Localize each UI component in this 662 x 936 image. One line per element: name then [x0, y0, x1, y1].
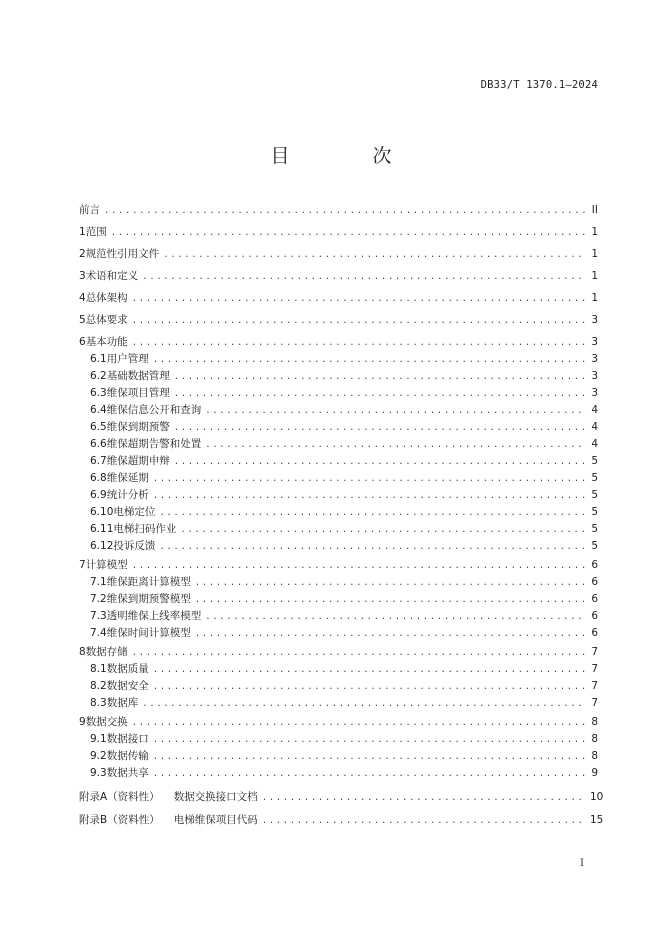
- dot-leader: [163, 248, 586, 262]
- toc-entry-label: 电梯维保项目代码: [173, 814, 258, 826]
- toc-entry[interactable]: [79, 247, 598, 261]
- toc-entry-page: 3: [591, 387, 598, 399]
- dot-leader: [174, 370, 586, 384]
- toc-entry-page: 3: [591, 353, 598, 365]
- toc-entry-number: 6.4: [90, 404, 107, 416]
- toc-entry-page: 6: [591, 559, 598, 571]
- toc-entry-label: 维保信息公开和查询: [106, 404, 202, 416]
- toc-entry-number: 6: [79, 336, 86, 348]
- dot-leader: [205, 438, 586, 452]
- toc-entry[interactable]: [79, 203, 598, 217]
- toc-entry-number: 6.7: [90, 455, 107, 467]
- toc-entry[interactable]: [79, 225, 598, 239]
- toc-entry-label: 基础数据管理: [106, 370, 170, 382]
- toc-entry-number: 7: [79, 559, 86, 571]
- dot-leader: [262, 814, 586, 828]
- dot-leader: [159, 506, 586, 520]
- toc-entry-page: 1: [591, 292, 598, 304]
- toc-entry-label: 数据交换: [85, 716, 128, 728]
- toc-entry-page: 9: [591, 767, 598, 779]
- toc-subentry[interactable]: [90, 352, 598, 366]
- toc-entry-page: 6: [591, 593, 598, 605]
- dot-leader: [132, 646, 586, 660]
- dot-leader: [195, 627, 586, 641]
- dot-leader: [132, 336, 586, 350]
- toc-entry-page: 5: [591, 472, 598, 484]
- dot-leader: [132, 716, 586, 730]
- toc-entry-label: 数据接口: [106, 733, 149, 745]
- toc-entry-label: 维保项目管理: [106, 387, 170, 399]
- toc-subentry[interactable]: [90, 505, 598, 519]
- toc-entry-label: 数据交换接口文档: [173, 791, 258, 803]
- dot-leader: [132, 292, 586, 306]
- toc-entry-number: 7.3: [90, 610, 107, 622]
- toc-entry-page: 4: [591, 421, 598, 433]
- toc-entry-page: 1: [591, 248, 598, 260]
- toc-entry-page: 7: [591, 646, 598, 658]
- toc-entry-number: 7.1: [90, 576, 107, 588]
- toc-entry-page: 4: [591, 438, 598, 450]
- toc-entry-page: 3: [591, 336, 598, 348]
- toc-subentry[interactable]: [90, 575, 598, 589]
- toc-entry-number: 6.6: [90, 438, 107, 450]
- toc-entry-page: 8: [591, 716, 598, 728]
- toc-entry-label: 统计分析: [106, 489, 149, 501]
- dot-leader: [195, 576, 586, 590]
- toc-entry-label: 数据质量: [106, 663, 149, 675]
- dot-leader: [180, 523, 586, 537]
- toc-entry-page: 6: [591, 627, 598, 639]
- toc-entry-page: 3: [591, 314, 598, 326]
- toc-entry-label: 数据库: [106, 697, 139, 709]
- toc-subentry[interactable]: [90, 679, 598, 693]
- toc-entry-number: 1: [79, 226, 86, 238]
- toc-subentry[interactable]: [90, 592, 598, 606]
- toc-entry-label: 数据安全: [106, 680, 149, 692]
- dot-leader: [262, 791, 586, 805]
- dot-leader: [205, 404, 586, 418]
- toc-entry-number: 6.1: [90, 353, 107, 365]
- toc-entry[interactable]: [79, 558, 598, 572]
- toc-entry-number: 6.2: [90, 370, 107, 382]
- toc-entry-number: 6.3: [90, 387, 107, 399]
- toc-entry-number: 6.5: [90, 421, 107, 433]
- toc-entry-number: 9.1: [90, 733, 107, 745]
- toc-entry-number: 附录B（资料性）: [79, 814, 160, 826]
- toc-entry-number: 6.12: [90, 540, 114, 552]
- toc-entry-number: 8.2: [90, 680, 107, 692]
- toc-entry[interactable]: [79, 715, 598, 729]
- toc-entry-page: 6: [591, 576, 598, 588]
- dot-leader: [132, 314, 586, 328]
- dot-leader: [153, 767, 586, 781]
- toc-subentry[interactable]: [90, 420, 598, 434]
- toc-entry-number: 4: [79, 292, 86, 304]
- dot-leader: [174, 387, 586, 401]
- toc-subentry[interactable]: [90, 522, 598, 536]
- toc-subentry[interactable]: [90, 749, 598, 763]
- toc-subentry[interactable]: [90, 766, 598, 780]
- toc-entry[interactable]: [79, 313, 598, 327]
- toc-entry-number: 8: [79, 646, 86, 658]
- toc-entry-page: 5: [591, 540, 598, 552]
- dot-leader: [153, 353, 586, 367]
- toc-subentry[interactable]: [90, 662, 598, 676]
- dot-leader: [111, 226, 586, 240]
- toc-entry-label: 术语和定义: [85, 270, 139, 282]
- toc-subentry[interactable]: [90, 609, 598, 623]
- toc-entry-page: 1: [591, 226, 598, 238]
- toc-entry-label: 维保超期告警和处置: [106, 438, 202, 450]
- toc-entry-page: 8: [591, 733, 598, 745]
- toc-subentry[interactable]: [90, 539, 598, 553]
- toc-entry-label: 维保到期预警模型: [106, 593, 191, 605]
- toc-entry-label: 电梯扫码作业: [113, 523, 177, 535]
- toc-entry[interactable]: [79, 813, 604, 827]
- toc-entry-label: 计算模型: [85, 559, 128, 571]
- toc-entry-label: 维保延期: [106, 472, 149, 484]
- toc-subentry[interactable]: [90, 626, 598, 640]
- toc-entry-number: 8.3: [90, 697, 107, 709]
- toc-entry-label: 维保到期预警: [106, 421, 170, 433]
- toc-entry-page: 7: [591, 697, 598, 709]
- dot-leader: [153, 472, 586, 486]
- toc-entry-number: 9: [79, 716, 86, 728]
- dot-leader: [153, 663, 586, 677]
- toc-subentry[interactable]: [90, 369, 598, 383]
- toc-entry[interactable]: [79, 291, 598, 305]
- toc-entry-page: 7: [591, 663, 598, 675]
- toc-entry[interactable]: [79, 269, 598, 283]
- toc-entry-page: II: [591, 204, 598, 216]
- toc-entry-label: 数据共享: [106, 767, 149, 779]
- toc-entry-label: 电梯定位: [113, 506, 156, 518]
- toc-subentry[interactable]: [90, 471, 598, 485]
- dot-leader: [205, 610, 586, 624]
- dot-leader: [153, 680, 586, 694]
- toc-entry-label: 前言: [79, 204, 100, 216]
- toc-entry-label: 总体架构: [85, 292, 128, 304]
- toc-entry-label: 总体要求: [85, 314, 128, 326]
- dot-leader: [142, 270, 586, 284]
- toc-entry-page: 7: [591, 680, 598, 692]
- toc-entry[interactable]: [79, 645, 598, 659]
- toc-entry-number: 9.3: [90, 767, 107, 779]
- dot-leader: [142, 697, 586, 711]
- dot-leader: [153, 733, 586, 747]
- toc-entry-label: 投诉反馈: [113, 540, 156, 552]
- toc-subentry[interactable]: [90, 732, 598, 746]
- toc-entry-number: 9.2: [90, 750, 107, 762]
- toc-entry-page: 5: [591, 455, 598, 467]
- toc-entry-page: 5: [591, 523, 598, 535]
- toc-subentry[interactable]: [90, 437, 598, 451]
- toc-subentry[interactable]: [90, 696, 598, 710]
- toc-entry[interactable]: [79, 335, 598, 349]
- toc-entry-number: 附录A（资料性）: [79, 791, 160, 803]
- dot-leader: [153, 750, 586, 764]
- toc-subentry[interactable]: [90, 454, 598, 468]
- document-code: DB33/T 1370.1—2024: [480, 79, 598, 91]
- toc-entry-label: 规范性引用文件: [85, 248, 160, 260]
- toc-entry-page: 3: [591, 370, 598, 382]
- toc-entry-label: 数据存储: [85, 646, 128, 658]
- toc-subentry[interactable]: [90, 403, 598, 417]
- dot-leader: [174, 421, 586, 435]
- toc-entry-label: 维保时间计算模型: [106, 627, 191, 639]
- dot-leader: [195, 593, 586, 607]
- toc-entry-number: 6.9: [90, 489, 107, 501]
- dot-leader: [132, 559, 586, 573]
- toc-entry-label: 数据传输: [106, 750, 149, 762]
- toc-entry-page: 10: [590, 791, 604, 803]
- toc-entry-number: 7.4: [90, 627, 107, 639]
- toc-entry-label: 透明维保上线率模型: [106, 610, 202, 622]
- toc-entry-page: 1: [591, 270, 598, 282]
- page-number: I: [580, 858, 584, 869]
- toc-entry-number: 6.11: [90, 523, 114, 535]
- toc-entry-number: 7.2: [90, 593, 107, 605]
- toc-entry-number: 3: [79, 270, 86, 282]
- toc-entry-label: 维保超期申辩: [106, 455, 170, 467]
- toc-subentry[interactable]: [90, 488, 598, 502]
- toc-entry-page: 15: [590, 814, 604, 826]
- toc-entry-label: 维保距离计算模型: [106, 576, 191, 588]
- dot-leader: [174, 455, 586, 469]
- toc-entry-number: 5: [79, 314, 86, 326]
- toc-title: 目 次: [270, 145, 424, 167]
- toc-entry[interactable]: [79, 790, 604, 804]
- dot-leader: [104, 204, 586, 218]
- toc-entry-label: 范围: [85, 226, 107, 238]
- toc-entry-number: 8.1: [90, 663, 107, 675]
- toc-entry-label: 基本功能: [85, 336, 128, 348]
- toc-entry-number: 6.10: [90, 506, 114, 518]
- toc-entry-page: 5: [591, 489, 598, 501]
- toc-entry-page: 4: [591, 404, 598, 416]
- toc-entry-page: 5: [591, 506, 598, 518]
- toc-entry-number: 6.8: [90, 472, 107, 484]
- toc-entry-label: 用户管理: [106, 353, 149, 365]
- dot-leader: [153, 489, 586, 503]
- toc-subentry[interactable]: [90, 386, 598, 400]
- toc-entry-page: 8: [591, 750, 598, 762]
- dot-leader: [159, 540, 586, 554]
- toc-entry-number: 2: [79, 248, 86, 260]
- toc-entry-page: 6: [591, 610, 598, 622]
